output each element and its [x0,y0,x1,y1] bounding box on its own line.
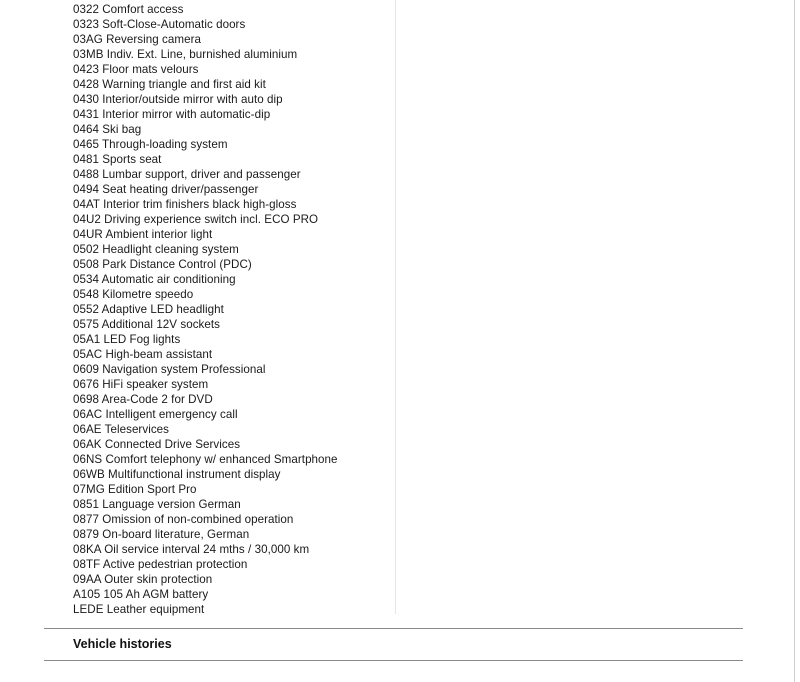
option-item: 0322 Comfort access [73,3,184,16]
section-divider-bottom [44,660,743,661]
scroll-edge [794,0,795,682]
option-item: 03AG Reversing camera [73,33,201,46]
option-item: 0431 Interior mirror with automatic-dip [73,108,271,121]
option-item: LEDE Leather equipment [73,603,205,616]
option-item: 06AC Intelligent emergency call [73,408,238,421]
option-item: 09AA Outer skin protection [73,573,213,586]
option-item: 0548 Kilometre speedo [73,288,194,301]
column-divider [395,0,396,614]
option-item: 07MG Edition Sport Pro [73,483,197,496]
option-item: 06AE Teleservices [73,423,170,436]
option-item: 0508 Park Distance Control (PDC) [73,258,252,271]
option-item: 08KA Oil service interval 24 mths / 30,000 km [73,543,310,556]
option-item: 05AC High-beam assistant [73,348,213,361]
option-item: 04AT Interior trim finishers black high-gloss [73,198,297,211]
option-item: 0428 Warning triangle and first aid kit [73,78,266,91]
option-item: 0502 Headlight cleaning system [73,243,239,256]
option-item: 04U2 Driving experience switch incl. ECO PRO [73,213,319,226]
option-item: 0494 Seat heating driver/passenger [73,183,259,196]
option-item: 0423 Floor mats velours [73,63,199,76]
option-item: 05A1 LED Fog lights [73,333,181,346]
option-item: 06WB Multifunctional instrument display [73,468,281,481]
option-item: 0481 Sports seat [73,153,162,166]
option-item: 0534 Automatic air conditioning [73,273,236,286]
equipment-options-list [73,2,338,617]
option-item: 08TF Active pedestrian protection [73,558,248,571]
option-item: 0698 Area-Code 2 for DVD [73,393,213,406]
section-divider-top [44,628,743,629]
option-item: 06NS Comfort telephony w/ enhanced Smartphone [73,453,338,466]
option-item: 0464 Ski bag [73,123,142,136]
option-item: 0575 Additional 12V sockets [73,318,221,331]
option-item: 0488 Lumbar support, driver and passenger [73,168,301,181]
option-item: 0877 Omission of non-combined operation [73,513,294,526]
option-item: 06AK Connected Drive Services [73,438,241,451]
option-item: 0552 Adaptive LED headlight [73,303,224,316]
option-item: 0851 Language version German [73,498,241,511]
option-item: 0323 Soft-Close-Automatic doors [73,18,246,31]
option-item: 0879 On-board literature, German [73,528,250,541]
option-item: 0676 HiFi speaker system [73,378,209,391]
option-item: 0609 Navigation system Professional [73,363,266,376]
section-header-vehicle-histories[interactable]: Vehicle histories [73,637,172,651]
option-item: 03MB Indiv. Ext. Line, burnished aluminium [73,48,298,61]
option-item: 0430 Interior/outside mirror with auto dip [73,93,283,106]
option-item: A105 105 Ah AGM battery [73,588,209,601]
option-item: 04UR Ambient interior light [73,228,213,241]
option-item: 0465 Through-loading system [73,138,228,151]
